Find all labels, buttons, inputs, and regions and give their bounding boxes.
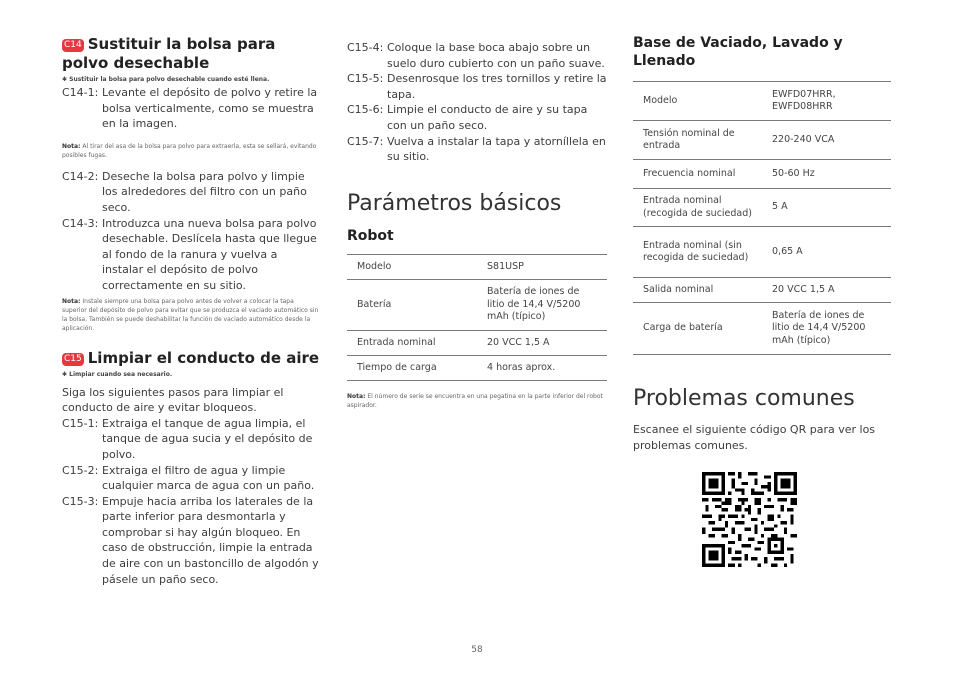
column-left bbox=[62, 34, 320, 587]
c15-bullet: ✱ Limpiar cuando sea necesario. bbox=[62, 370, 173, 378]
c15-heading bbox=[62, 349, 320, 368]
qr-code-icon[interactable] bbox=[702, 472, 797, 567]
robot-title: Robot bbox=[347, 227, 394, 244]
table-row: Carga de batería Batería de iones de litio de 14,4 V/5200 mAh (típico) bbox=[633, 303, 891, 355]
c14-note-1: Nota: Al tirar del asa de la bolsa para polvo para extraerla, esta se sellará, evitando posibles fugas. bbox=[62, 142, 317, 159]
c15-step-7: C15-7: Vuelva a instalar la tapa y atorníllela en su sitio. bbox=[347, 134, 606, 164]
table-row: Modelo S81USP bbox=[347, 254, 607, 279]
c15-step-2: C15-2: Extraiga el filtro de agua y limpie cualquier marca de agua con un paño. bbox=[62, 463, 315, 493]
c15-badge: C15 bbox=[64, 353, 82, 364]
c15-step-4: C15-4: Coloque la base boca abajo sobre un suelo duro cubierto con un paño suave. bbox=[347, 41, 605, 70]
c14-note-2: Nota: Instale siempre una bolsa para polvo antes de volver a colocar la tapa superior del depósito de polvo para evitar que se produzca el vaciado automático sin la bolsa. También se puede deshabilitar la función de vaciado automático desde la aplicación. bbox=[62, 297, 319, 332]
table-row: Batería Batería de iones de litio de 14,4 V/5200 mAh (típico) bbox=[347, 279, 607, 330]
c14-heading bbox=[62, 35, 320, 73]
c14-step-1: C14-1: Levante el depósito de polvo y retire la bolsa verticalmente, como se muestra en la imagen. bbox=[62, 86, 318, 131]
column-middle bbox=[347, 40, 607, 410]
c14-badge: C14 bbox=[64, 40, 82, 50]
column-right bbox=[633, 34, 891, 453]
c15-intro: Siga los siguientes pasos para limpiar el conducto de aire y evitar bloqueos. bbox=[62, 385, 284, 415]
c15-step-3: C15-3: Empuje hacia arriba los laterales de la parte inferior para desmontarla y comprobar si hay algún bloqueo. En caso de obstrucción, limpie la entrada de aire con un bastoncillo de algodón y pásele un paño seco. bbox=[62, 494, 319, 586]
table-row: Frecuencia nominal 50-60 Hz bbox=[633, 160, 891, 189]
c15-step-1: C15-1: Extraiga el tanque de agua limpia, el tanque de agua sucia y el depósito de polvo. bbox=[62, 416, 313, 461]
base-title: Base de Vaciado, Lavado y Llenado bbox=[633, 35, 843, 69]
problems-title: Problemas comunes bbox=[633, 386, 855, 411]
table-row: Entrada nominal (sin recogida de suciedad) 0,65 A bbox=[633, 227, 891, 278]
base-spec-table bbox=[633, 81, 891, 355]
c15-step-6: C15-6: Limpie el conducto de aire y su tapa con un paño seco. bbox=[347, 103, 588, 132]
page-number: 58 bbox=[471, 645, 483, 655]
params-title: Parámetros básicos bbox=[347, 190, 562, 216]
problems-text: Escanee el siguiente código QR para ver los problemas comunes. bbox=[633, 423, 876, 452]
c15-title: Limpiar el conducto de aire bbox=[87, 348, 320, 367]
table-row: Tiempo de carga 4 horas aprox. bbox=[347, 355, 607, 380]
table-row: Tensión nominal de entrada 220-240 VCA bbox=[633, 121, 891, 160]
c14-bullet: ✱ Sustituir la bolsa para polvo desechable cuando esté llena. bbox=[62, 76, 270, 83]
c14-step-2: C14-2: Deseche la bolsa para polvo y limpie los alrededores del filtro con un paño seco. bbox=[62, 169, 307, 214]
table-row: Modelo EWFD07HRR, EWFD08HRR bbox=[633, 82, 891, 121]
c14-step-3: C14-3: Introduzca una nueva bolsa para polvo desechable. Deslícela hasta que llegue al fondo de la ranura y vuelva a instalar el depósito de polvo correctamente en su sitio. bbox=[62, 216, 317, 292]
table-row: Entrada nominal (recogida de suciedad) 5 A bbox=[633, 189, 891, 227]
c14-title: Sustituir la bolsa para polvo desechable bbox=[62, 35, 276, 72]
robot-note: Nota: El número de serie se encuentra en una pegatina en la parte inferior del robot aspirador. bbox=[347, 392, 603, 409]
robot-spec-table bbox=[347, 254, 607, 381]
c15-step-5: C15-5: Desenrosque los tres tornillos y retire la tapa. bbox=[347, 72, 607, 101]
table-row: Entrada nominal 20 VCC 1,5 A bbox=[347, 330, 607, 355]
table-row: Salida nominal 20 VCC 1,5 A bbox=[633, 278, 891, 303]
